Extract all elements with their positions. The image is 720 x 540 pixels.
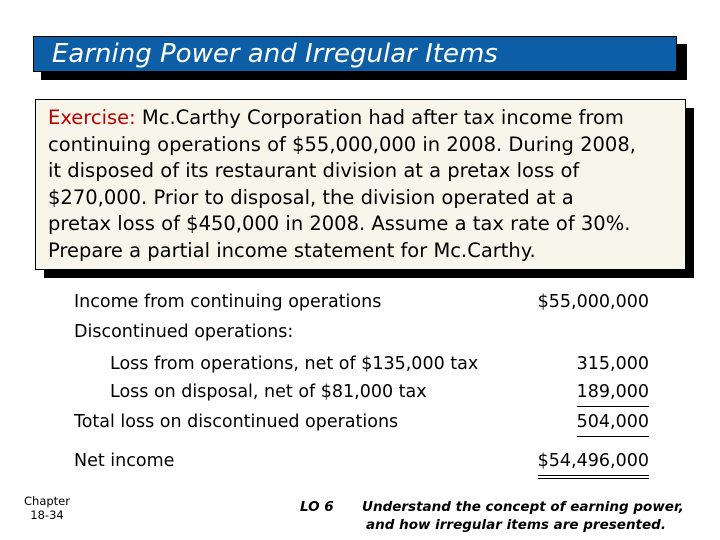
exercise-text-block [48,105,688,264]
row-label-discontinued: Discontinued operations: [74,322,294,342]
row-label-net-income: Net income [74,451,175,471]
row-amount-loss-operations: 315,000 [576,354,649,374]
exercise-label: Exercise: [48,106,136,129]
row-label-loss-disposal: Loss on disposal, net of $81,000 tax [110,382,427,402]
row-amount-net-income: $54,496,000 [500,449,649,479]
row-amount-loss-disposal: 189,000 [500,380,649,407]
exercise-body: Mc.Carthy Corporation had after tax income from continuing operations of $55,000,000 in 2008. During 2008, it disposed of its restaurant division at a pretax loss of $270,000. Prior to disposal, the division operated at a pretax loss of $450,000 in 2008. Assume a tax rate of 30%. Prepare a partial income statement for Mc.Carthy. [48,106,636,262]
lo-number: LO 6 [300,499,334,515]
chapter-line1: Chapter [24,494,70,508]
lo-line1: Understand the concept of earning power, [362,499,684,515]
row-label-loss-operations: Loss from operations, net of $135,000 tax [110,354,479,374]
lo-line2: and how irregular items are presented. [366,517,666,533]
slide-title: Earning Power and Irregular Items [52,39,498,69]
row-amount-continuing: $55,000,000 [537,292,649,312]
row-label-total-loss: Total loss on discontinued operations [74,412,399,432]
chapter-page: 18-34 [30,508,64,522]
learning-objective [300,498,710,534]
chapter-label [23,494,71,522]
row-amount-total-loss: 504,000 [500,410,649,437]
row-label-continuing: Income from continuing operations [74,292,382,312]
